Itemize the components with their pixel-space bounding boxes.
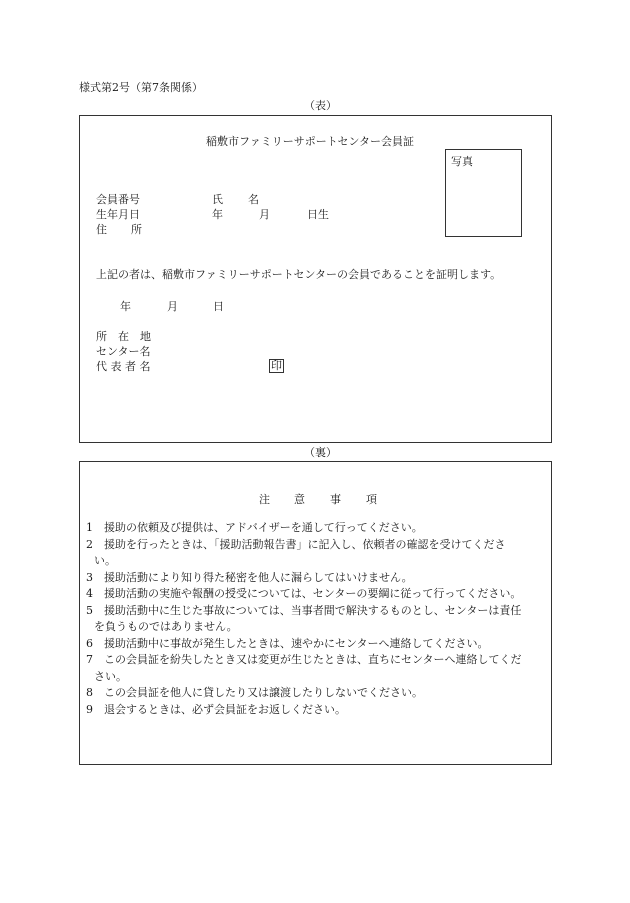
list-item: 6 援助活動中に事故が発生したときは、速やかにセンターへ連絡してください。 — [86, 636, 489, 650]
notes-list — [86, 520, 548, 718]
notes-heading-1: 注 — [259, 493, 270, 506]
name-label-2: 名 — [248, 193, 259, 206]
center-name-label: センター名 — [96, 345, 151, 358]
birth-month-label: 月 — [259, 208, 270, 221]
list-item: 8 この会員証を他人に貸したり又は譲渡したりしないでください。 — [86, 686, 423, 699]
list-item: 2 援助を行ったときは、「援助活動報告書」に記入し、依頼者の確認を受けてくださ い。 — [86, 537, 506, 567]
issue-year-label: 年 — [120, 300, 131, 313]
member-number-label: 会員番号 — [96, 193, 140, 206]
back-side-label: （裏） — [304, 446, 337, 459]
list-item: 5 援助活動中に生じた事故については、当事者間で解決するものとし、センターは責任 を負うものではありません。 — [86, 603, 522, 633]
certification-text: 上記の者は、稲敷市ファミリーサポートセンターの会員であることを証明します。 — [96, 268, 502, 281]
issue-month-label: 月 — [167, 300, 178, 313]
list-item: 3 援助活動により知り得た秘密を他人に漏らしてはいけません。 — [86, 570, 413, 584]
issue-day-label: 日 — [213, 300, 224, 313]
front-side-label: （表） — [304, 99, 337, 112]
birthdate-label: 生年月日 — [96, 208, 140, 221]
notes-heading-2: 意 — [294, 493, 305, 506]
photo-label: 写真 — [451, 155, 473, 168]
card-title: 稲敷市ファミリーサポートセンター会員証 — [206, 135, 415, 148]
address-label-1: 住 — [96, 223, 107, 236]
address-label-2: 所 — [131, 223, 142, 236]
name-label-1: 氏 — [212, 193, 223, 206]
list-item: 9 退会するときは、必ず会員証をお返しください。 — [86, 702, 346, 716]
seal-mark — [269, 359, 284, 373]
list-item: 4 援助活動の実施や報酬の授受については、センターの要綱に従って行ってください。 — [86, 587, 522, 600]
notes-heading-4: 項 — [366, 493, 377, 506]
birth-day-label: 日生 — [307, 208, 329, 221]
location-label: 所 在 地 — [96, 330, 151, 343]
seal-icon: 印 — [271, 359, 282, 372]
representative-label: 代 表 者 名 — [96, 360, 151, 373]
list-item: 7 この会員証を紛失したとき又は変更が生じたときは、直ちにセンターへ連絡してくだ さい。 — [86, 653, 522, 683]
notes-heading-3: 事 — [330, 493, 341, 506]
form-number-label: 様式第2号（第7条関係） — [79, 81, 203, 94]
birth-year-label: 年 — [212, 208, 223, 221]
list-item: 1 援助の依頼及び提供は、アドバイザーを通して行ってください。 — [86, 521, 423, 534]
